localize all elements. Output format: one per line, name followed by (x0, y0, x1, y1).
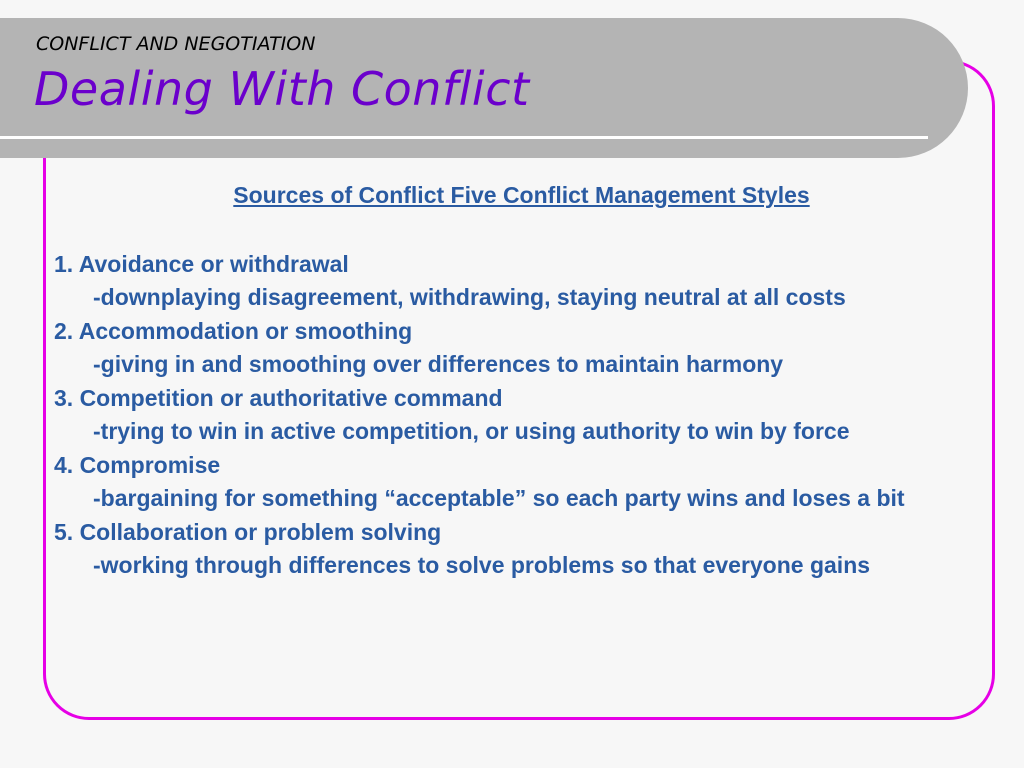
list-item-heading: 4. Compromise (54, 452, 221, 478)
list-item-description: -bargaining for something “acceptable” so each party wins and loses a bit (93, 485, 905, 511)
list-item (54, 452, 979, 511)
content-subtitle: Sources of Conflict Five Conflict Management Styles (233, 182, 810, 208)
list-item (54, 385, 979, 444)
styles-list (54, 251, 979, 578)
list-item-description: -trying to win in active competition, or using authority to win by force (93, 418, 850, 444)
list-item-description: -working through differences to solve problems so that everyone gains (93, 552, 871, 578)
list-item (54, 519, 979, 578)
list-item (54, 318, 979, 377)
slide-title: Dealing With Conflict (34, 62, 530, 116)
list-item-heading: 1. Avoidance or withdrawal (54, 251, 349, 277)
slide-overline: CONFLICT AND NEGOTIATION (36, 33, 316, 55)
list-item-description: -downplaying disagreement, withdrawing, staying neutral at all costs (93, 284, 846, 310)
list-item (54, 251, 979, 310)
title-bar-divider (0, 136, 928, 139)
list-item-heading: 3. Competition or authoritative command (54, 385, 503, 411)
list-item-description: -giving in and smoothing over differences to maintain harmony (93, 351, 784, 377)
slide-content (54, 182, 979, 586)
list-item-heading: 5. Collaboration or problem solving (54, 519, 442, 545)
list-item-heading: 2. Accommodation or smoothing (54, 318, 413, 344)
